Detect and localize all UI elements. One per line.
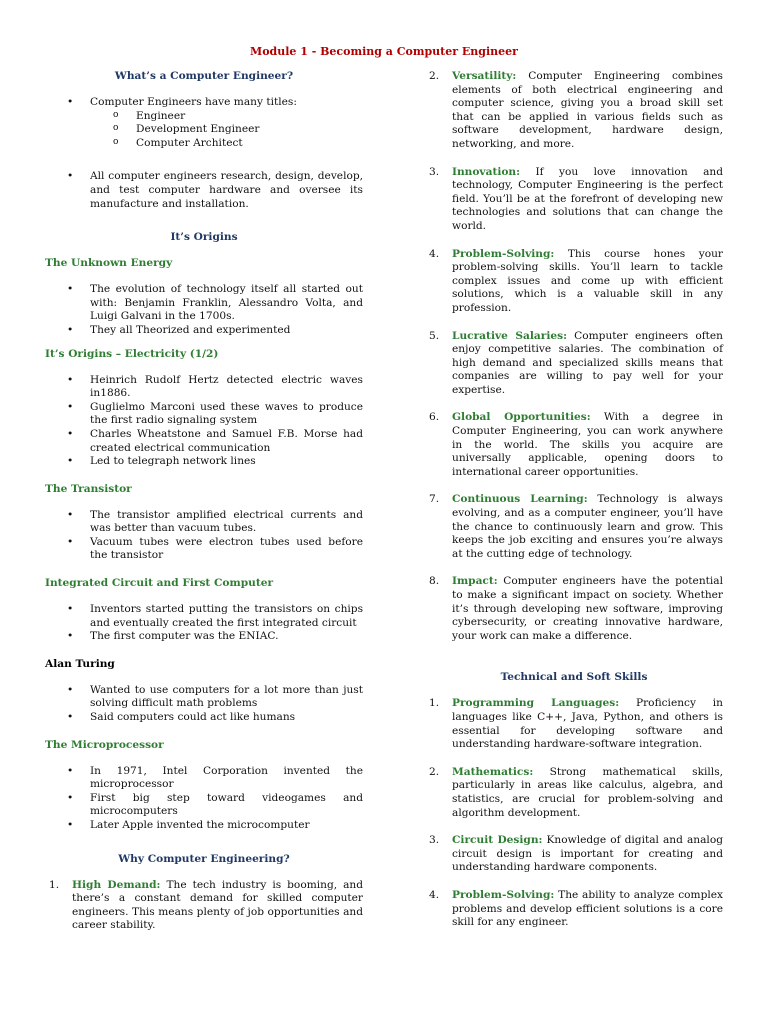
list-item: • All computer engineers research, design, develop, and test computer hardware and oversee its manufacture and installation.: [45, 170, 363, 211]
item-number: 4.: [429, 247, 440, 260]
item-label: Problem-Solving:: [452, 247, 555, 260]
why-item: [45, 879, 363, 933]
item-label: Circuit Design:: [452, 834, 543, 847]
item-number: 2.: [429, 70, 440, 82]
heading-transistor: The Transistor: [45, 482, 132, 495]
item-number: 1.: [429, 697, 440, 710]
heading-alan-turing: Alan Turing: [45, 657, 115, 670]
list-item: • First big step toward videogames and microcomputers: [45, 792, 363, 819]
turing-list: [45, 684, 363, 725]
item-text: Computer engineers have the potential to make a significant impact on society. Whether it’s through developing new software, improving cybersecurity, or creating innovative hardware, your work can make a difference.: [452, 575, 723, 642]
item-number: 6.: [429, 411, 440, 424]
skill-item: [425, 834, 723, 875]
item-label: Continuous Learning:: [452, 493, 588, 506]
unknown-energy-list: [45, 283, 363, 337]
microprocessor-list: [45, 765, 363, 833]
list-item: • Guglielmo Marconi used these waves to produce the first radio signaling system: [45, 401, 363, 428]
heading-electricity: It’s Origins – Electricity (1/2): [45, 347, 219, 360]
item-text: If you love innovation and technology, Computer Engineering is the perfect field. You’ll be at the forefront of developing new technologies and solutions that can change the world.: [452, 165, 723, 232]
list-item: • Led to telegraph network lines: [45, 455, 363, 469]
heading-whats-computer-engineer: What’s a Computer Engineer?: [114, 70, 294, 82]
skills-list: [425, 697, 723, 929]
why-item: [425, 575, 723, 643]
list-item: • The evolution of technology itself all started out with: Benjamin Franklin, Alessandro Volta, and Luigi Galvani in the 1700s.: [45, 283, 363, 324]
item-text: The ability to analyze complex problems and develop efficient solutions is a core skill for any engineer.: [452, 888, 723, 929]
item-text: This course hones your problem-solving skills. You’ll learn to tackle complex issues and come up with efficient solutions, which is a valuable skill in any profession.: [452, 247, 723, 314]
skill-item: [425, 889, 723, 930]
skill-item: [425, 697, 723, 751]
list-item: • Later Apple invented the microcomputer: [45, 819, 363, 833]
titles-list: [45, 96, 363, 110]
item-number: 2.: [429, 765, 440, 778]
list-item: • Heinrich Rudolf Hertz detected electric waves in1886.: [45, 374, 363, 401]
list-item: • They all Theorized and experimented: [45, 324, 363, 338]
transistor-list: [45, 509, 363, 563]
why-item: [425, 330, 723, 398]
list-item: • Said computers could act like humans: [45, 711, 363, 725]
heading-technical-soft-skills: Technical and Soft Skills: [500, 671, 648, 684]
list-item: • Inventors started putting the transistors on chips and eventually created the first integrated circuit: [45, 603, 363, 630]
item-number: 3.: [429, 165, 440, 178]
heading-integrated-circuit: Integrated Circuit and First Computer: [45, 577, 274, 590]
list-item: • The transistor amplified electrical currents and was better than vacuum tubes.: [45, 509, 363, 536]
list-item: • In 1971, Intel Corporation invented the microprocessor: [45, 765, 363, 792]
heading-why-computer-engineering: Why Computer Engineering?: [118, 852, 290, 865]
sublist-item: o Computer Architect: [45, 137, 363, 151]
why-list-continued: [425, 70, 723, 643]
item-label: Mathematics:: [452, 765, 534, 778]
item-number: 3.: [429, 834, 440, 847]
item-label: Versatility:: [452, 70, 517, 82]
list-item: • Wanted to use computers for a lot more than just solving difficult math problems: [45, 684, 363, 711]
item-number: 4.: [429, 888, 440, 901]
heading-microprocessor: The Microprocessor: [45, 738, 164, 751]
titles-sublist: [45, 110, 363, 151]
item-text: Computer engineers often enjoy competitive salaries. The combination of high demand and specialized skills means that companies are willing to pay well for your expertise.: [452, 329, 723, 396]
item-label: Innovation:: [452, 165, 521, 178]
skill-item: [425, 766, 723, 820]
sublist-item: o Development Engineer: [45, 123, 363, 137]
item-text: The tech industry is booming, and there’s a constant demand for skilled computer engineers. This means plenty of job opportunities and career stability.: [72, 878, 363, 932]
item-text: With a degree in Computer Engineering, you can work anywhere in the world. The skills you acquire are universally applicable, opening doors to international career opportunities.: [452, 411, 724, 478]
integrated-list: [45, 603, 363, 644]
item-number: 5.: [429, 329, 440, 342]
why-list-start: [45, 879, 363, 933]
why-item: [425, 248, 723, 316]
heading-unknown-energy: The Unknown Energy: [45, 257, 173, 270]
list-item: • The first computer was the ENIAC.: [45, 630, 363, 644]
item-text: Strong mathematical skills, particularly in areas like calculus, algebra, and statistics, are crucial for problem-solving and algorithm development.: [452, 765, 723, 819]
item-label: High Demand:: [72, 878, 161, 891]
item-text: Knowledge of digital and analog circuit design is important for creating and understanding hardware components.: [452, 834, 723, 874]
item-number: 7.: [429, 493, 440, 506]
list-item: • Computer Engineers have many titles:: [45, 96, 363, 110]
list-item: • Vacuum tubes were electron tubes used before the transistor: [45, 536, 363, 563]
item-label: Problem-Solving:: [452, 888, 555, 901]
why-item: [425, 166, 723, 234]
item-label: Lucrative Salaries:: [452, 329, 567, 342]
why-item: [425, 411, 723, 479]
item-text: Computer Engineering combines elements of both electrical engineering and computer science, giving you a broad skill set that can be applied in various fields such as software development, hardware design, networking, and more.: [452, 70, 723, 150]
heading-origins: It’s Origins: [170, 231, 238, 244]
item-number: 1.: [49, 878, 60, 891]
item-label: Impact:: [452, 575, 498, 588]
why-item: [425, 70, 723, 152]
left-column: [45, 70, 363, 933]
sublist-item: o Engineer: [45, 110, 363, 124]
document-title: Module 1 - Becoming a Computer Engineer: [250, 45, 518, 58]
item-text: Proficiency in languages like C++, Java, Python, and others is essential for developing software and understanding hardware-software integration.: [452, 697, 723, 751]
item-text: Technology is always evolving, and as a computer engineer, you’ll have the chance to continuously learn and grow. This keeps the job exciting and ensures you’re always at the cutting edge of technology.: [452, 493, 723, 560]
item-number: 8.: [429, 575, 440, 588]
electricity-list: [45, 374, 363, 469]
item-label: Global Opportunities:: [452, 411, 591, 424]
list-item: • Charles Wheatstone and Samuel F.B. Morse had created electrical communication: [45, 428, 363, 455]
why-item: [425, 493, 723, 561]
right-column: [425, 70, 723, 930]
item-label: Programming Languages:: [452, 697, 620, 710]
research-list: [45, 170, 363, 211]
